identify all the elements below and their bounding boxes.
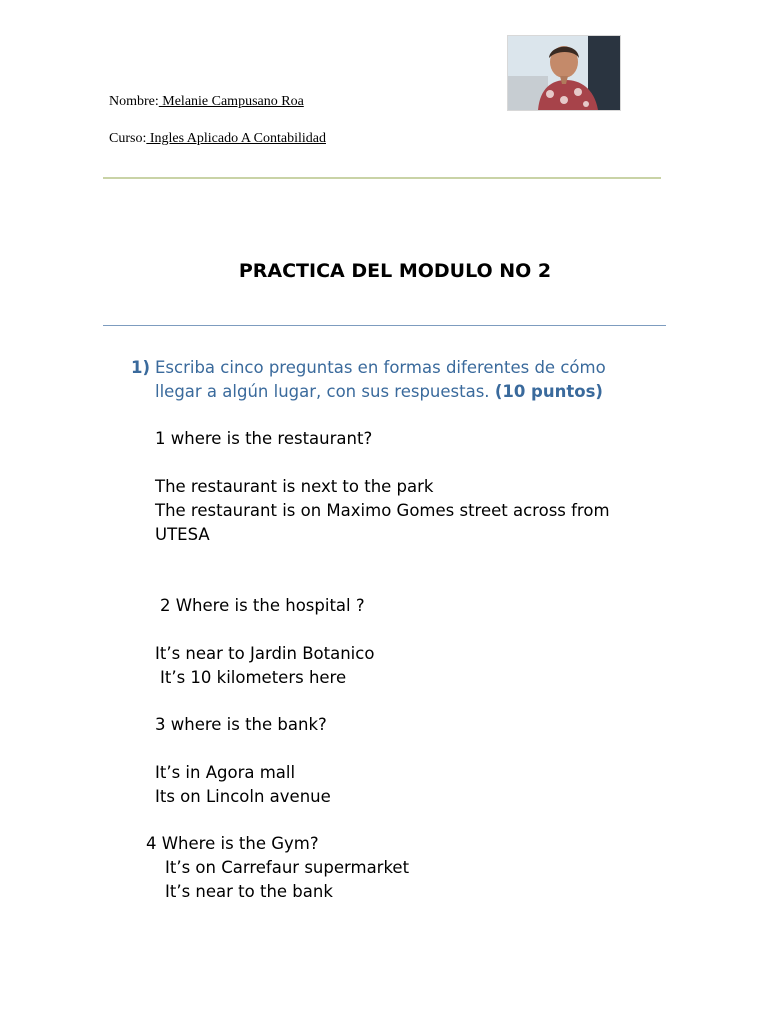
course-value: Ingles Aplicado A Contabilidad: [146, 131, 326, 146]
question-3-text: 3 where is the bank?: [155, 715, 327, 734]
person-photo-icon: [508, 36, 620, 110]
question-4-text: 4 Where is the Gym?: [146, 834, 319, 853]
answer-2-line-2: It’s 10 kilometers here: [160, 668, 347, 687]
question-line-1: Escriba cinco preguntas en formas diferentes de cómo: [155, 358, 606, 377]
answer-3-line-2: Its on Lincoln avenue: [155, 787, 331, 806]
title-divider: [103, 325, 666, 326]
name-label: Nombre:: [109, 94, 159, 109]
question-1-text: 1 where is the restaurant?: [155, 429, 373, 448]
course-line: [109, 130, 326, 148]
question-text-2: llegar a algún lugar, con sus respuestas.: [155, 382, 490, 401]
page-title: PRACTICA DEL MODULO NO 2: [238, 260, 552, 282]
name-value: Melanie Campusano Roa: [158, 94, 304, 109]
question-number: 1): [131, 358, 151, 377]
header-divider: [103, 177, 661, 179]
answer-3-line-1: It’s in Agora mall: [155, 763, 296, 782]
student-photo: [507, 35, 621, 111]
answer-1-line-3: UTESA: [155, 525, 210, 544]
answer-2-line-1: It’s near to Jardin Botanico: [155, 644, 375, 663]
answer-4-line-1: It’s on Carrefaur supermarket: [165, 858, 410, 877]
answer-1-line-1: The restaurant is next to the park: [155, 477, 434, 496]
question-line-2: [155, 380, 603, 404]
question-2-text: 2 Where is the hospital ?: [160, 596, 365, 615]
answer-4-line-2: It’s near to the bank: [165, 882, 333, 901]
question-points: (10 puntos): [494, 382, 603, 401]
answer-1-line-2: The restaurant is on Maximo Gomes street across from: [155, 501, 610, 520]
name-line: [109, 93, 304, 111]
course-label: Curso:: [109, 131, 147, 146]
